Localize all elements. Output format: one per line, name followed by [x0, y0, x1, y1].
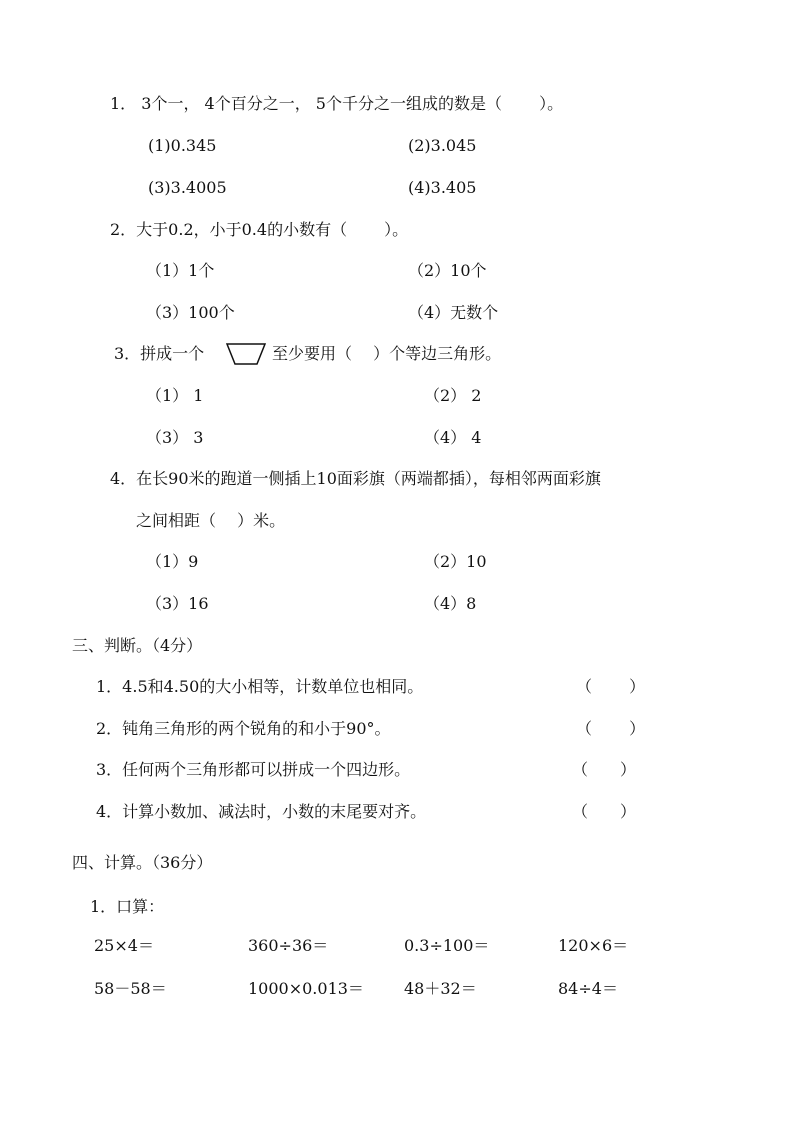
- calc-r2-c4: 84÷4＝: [558, 979, 618, 998]
- calc-r1-c2: 360÷36＝: [248, 936, 329, 955]
- q2-option-2: （2）10个: [408, 261, 487, 280]
- q4-option-1: （1）9: [146, 552, 199, 571]
- judge-item-3: 3．任何两个三角形都可以拼成一个四边形。: [96, 760, 411, 779]
- q2-option-4: （4）无数个: [408, 303, 499, 322]
- q1-option-4: (4)3.405: [408, 178, 477, 197]
- q2-option-1: （1）1个: [146, 261, 215, 280]
- calc-r1-c3: 0.3÷100＝: [404, 936, 490, 955]
- judge-item-2: 2．钝角三角形的两个锐角的和小于90°。: [96, 719, 391, 738]
- question-2-text: 2．大于0.2，小于0.4的小数有（ ）。: [110, 220, 409, 239]
- question-1-text: 1． 3个一， 4个百分之一， 5个千分之一组成的数是（ ）。: [110, 94, 564, 113]
- calc-sub-heading: 1．口算：: [90, 897, 165, 916]
- calc-r1-c1: 25×4＝: [94, 936, 154, 955]
- judge-answer-3[interactable]: （ ）: [572, 760, 637, 779]
- q3-option-4: （4） 4: [424, 428, 482, 447]
- q1-option-2: (2)3.045: [408, 136, 477, 155]
- q3-option-2: （2） 2: [424, 386, 482, 405]
- judge-answer-2[interactable]: （ ）: [576, 719, 646, 738]
- q1-option-3: (3)3.4005: [148, 178, 227, 197]
- question-3-text-after: 至少要用（ ）个等边三角形。: [272, 344, 502, 363]
- q4-option-4: （4）8: [424, 594, 477, 613]
- question-4-line-1: 4．在长90米的跑道一侧插上10面彩旗（两端都插），每相邻两面彩旗: [110, 469, 601, 488]
- judge-item-1: 1．4.5和4.50的大小相等，计数单位也相同。: [96, 677, 424, 696]
- calc-r2-c3: 48＋32＝: [404, 979, 477, 998]
- question-4-line-2: 之间相距（ ）米。: [136, 511, 286, 530]
- calc-r2-c1: 58－58＝: [94, 979, 167, 998]
- calc-r2-c2: 1000×0.013＝: [248, 979, 364, 998]
- q2-option-3: （3）100个: [146, 303, 235, 322]
- trapezoid-figure: [226, 342, 266, 366]
- q3-option-1: （1） 1: [146, 386, 204, 405]
- calc-r1-c4: 120×6＝: [558, 936, 629, 955]
- judge-item-4: 4．计算小数加、减法时，小数的末尾要对齐。: [96, 802, 427, 821]
- q3-option-3: （3） 3: [146, 428, 204, 447]
- judge-answer-1[interactable]: （ ）: [576, 677, 646, 696]
- q4-option-3: （3）16: [146, 594, 209, 613]
- question-3-text-before: 3．拼成一个: [114, 344, 205, 363]
- calc-heading: 四、计算。（36分）: [72, 853, 213, 872]
- judge-answer-4[interactable]: （ ）: [572, 802, 637, 821]
- q4-option-2: （2）10: [424, 552, 487, 571]
- q1-option-1: (1)0.345: [148, 136, 217, 155]
- judge-heading: 三、判断。（4分）: [72, 636, 203, 655]
